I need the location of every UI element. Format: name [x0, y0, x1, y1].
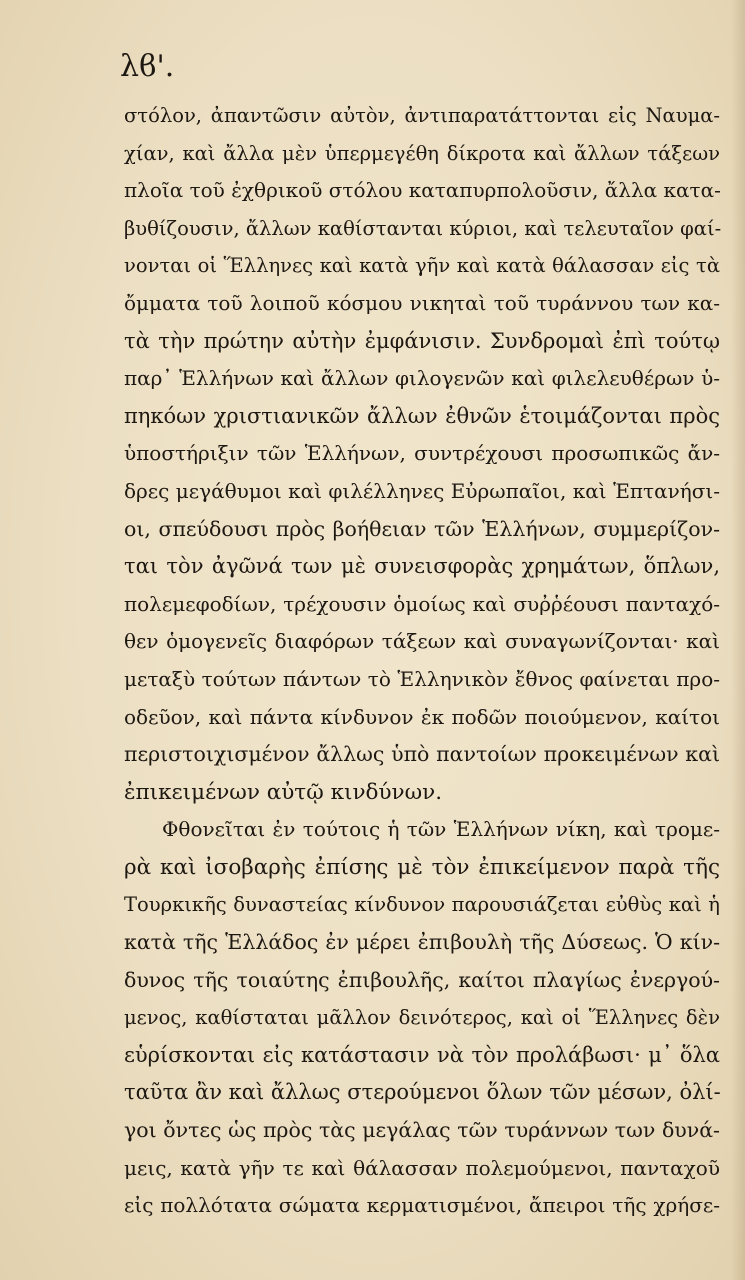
text-line: στόλον, ἀπαντῶσιν αὐτὸν, ἀντιπαρατάττονται εἰς Ναυμα- [124, 104, 720, 127]
text-line: θεν ὁμογενεῖς διαφόρων τάξεων καὶ συναγωνίζονται· καὶ [124, 629, 720, 654]
text-line: παρ᾽ Ἑλλήνων καὶ ἄλλων φιλογενῶν καὶ φιλελευθέρων ὑ- [124, 366, 720, 391]
text-line: μεις, κατὰ γῆν τε καὶ θάλασσαν πολεμούμενοι, πανταχοῦ [124, 1155, 720, 1180]
text-line: μενος, καθίσταται μᾶλλον δεινότερος, καὶ οἱ Ἕλληνες δὲν [124, 1006, 720, 1030]
text-line: πολεμεφοδίων, τρέχουσιν ὁμοίως καὶ συῤῥέουσι πανταχό- [124, 591, 720, 616]
text-line: νονται οἱ Ἕλληνες καὶ κατὰ γῆν καὶ κατὰ θάλασσαν εἰς τὰ [124, 254, 720, 278]
text-line: Τουρκικῆς δυναστείας κίνδυνον παρουσιάζεται εὐθὺς καὶ ἡ [124, 893, 720, 917]
paragraph-start-line: Φθονεῖται ἐν τούτοις ἡ τῶν Ἑλλήνων νίκη, καὶ τρομε- [162, 817, 720, 842]
text-line: εἰς πολλότατα σώματα κερματισμένοι, ἄπειροι τῆς χρήσε- [124, 1193, 720, 1218]
text-line: ὄμματα τοῦ λοιποῦ κόσμου νικηταὶ τοῦ τυράννου των κα- [124, 290, 720, 315]
text-line: γοι ὄντες ὡς πρὸς τὰς μεγάλας τῶν τυράννων των δυνά- [124, 1118, 720, 1143]
text-line: ὑποστήριξιν τῶν Ἑλλήνων, συντρέχουσι προσωπικῶς ἄν- [124, 441, 720, 466]
text-line: πηκόων χριστιανικῶν ἄλλων ἐθνῶν ἑτοιμάζονται πρὸς [124, 403, 720, 428]
text-line: πλοῖα τοῦ ἐχθρικοῦ στόλου καταπυρπολοῦσιν, ἄλλα κατα- [124, 178, 721, 203]
text-line: δρες μεγάθυμοι καὶ φιλέλληνες Εὐρωπαῖοι, καὶ Ἑπτανήσι- [124, 478, 720, 503]
text-line: οδεῦον, καὶ πάντα κίνδυνον ἐκ ποδῶν ποιούμενον, καίτοι [124, 704, 720, 729]
text-line: βυθίζουσιν, ἄλλων καθίστανται κύριοι, καὶ τελευταῖον φαί- [124, 216, 722, 240]
text-line: οι, σπεύδουσι πρὸς βοήθειαν τῶν Ἑλλήνων, συμμερίζον- [124, 516, 720, 541]
text-line: δυνος τῆς τοιαύτης ἐπιβουλῆς, καίτοι πλαγίως ἐνεργού- [124, 967, 720, 992]
page-edge-shadow [731, 0, 745, 1280]
text-line: περιστοιχισμένον ἄλλως ὑπὸ παντοίων προκειμένων καὶ [124, 742, 720, 767]
page-number: λϐ'. [120, 49, 175, 84]
paragraph-end-line: ἐπικειμένων αὐτῷ κινδύνων. [124, 779, 443, 805]
body-text [124, 97, 720, 1225]
text-line: τὰ τὴν πρώτην αὐτὴν ἐμφάνισιν. Συνδρομαὶ ἐπὶ τούτῳ [124, 328, 720, 353]
text-line: χίαν, καὶ ἄλλα μὲν ὑπερμεγέθη δίκροτα καὶ ἄλλων τάξεων [124, 141, 720, 165]
text-line: μεταξὺ τούτων πάντων τὸ Ἑλληνικὸν ἔθνος φαίνεται προ- [124, 666, 720, 691]
text-line: ταῦτα ἂν καὶ ἄλλως στερούμενοι ὅλων τῶν μέσων, ὀλί- [124, 1080, 721, 1105]
text-line: ρὰ καὶ ἰσοβαρὴς ἐπίσης μὲ τὸν ἐπικείμενον παρὰ τῆς [124, 854, 720, 880]
text-line: εὑρίσκονται εἰς κατάστασιν νὰ τὸν προλάβωσι· μ᾽ ὅλα [124, 1042, 720, 1067]
text-line: ται τὸν ἀγῶνά των μὲ συνεισφορὰς χρημάτων, ὅπλων, [124, 554, 720, 579]
text-line: κατὰ τῆς Ἑλλάδος ἐν μέρει ἐπιβουλὴ τῆς Δύσεως. Ὁ κίν- [124, 930, 720, 955]
